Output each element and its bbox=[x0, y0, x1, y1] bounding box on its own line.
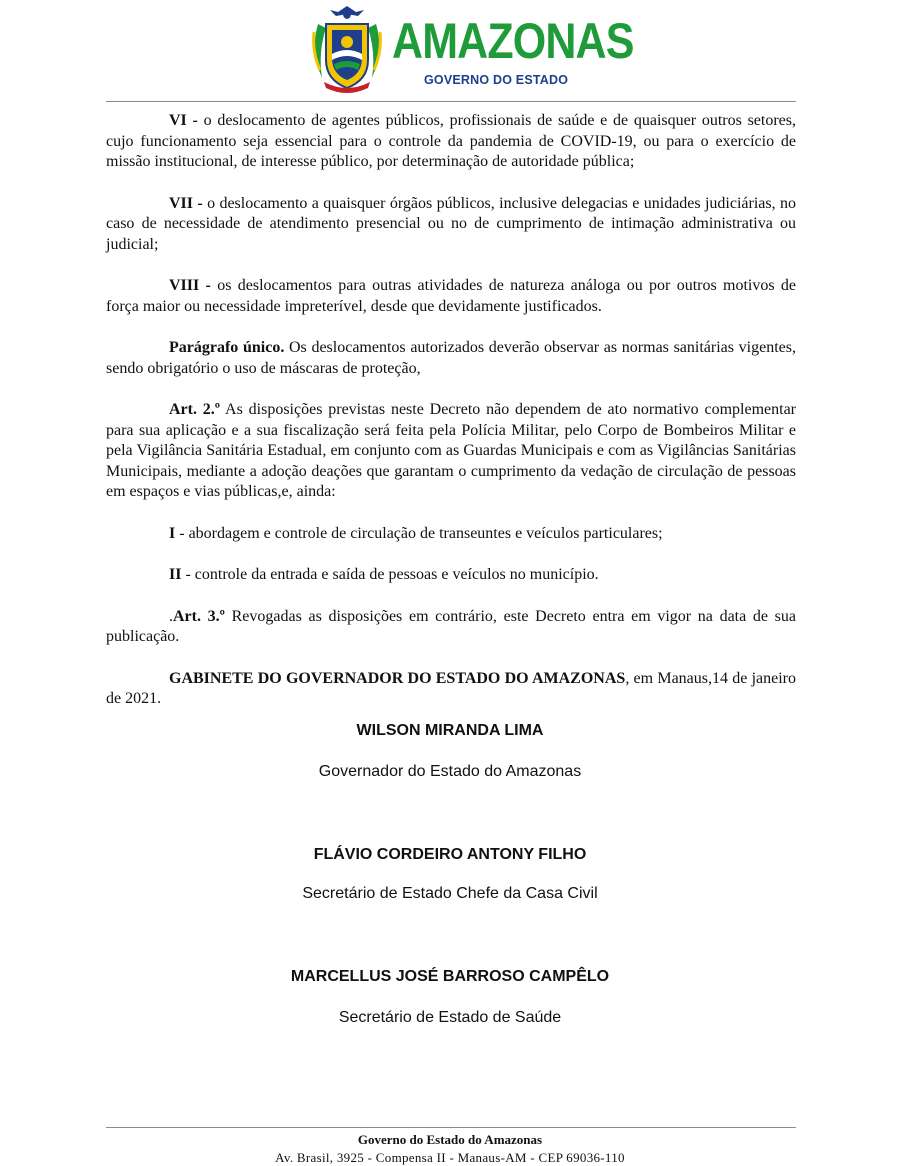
paragraph-vi bbox=[106, 111, 796, 173]
signature-name-casa-civil: FLÁVIO CORDEIRO ANTONY FILHO bbox=[313, 846, 587, 863]
paragraph-viii bbox=[106, 276, 796, 317]
amazonas-coat-of-arms-icon bbox=[308, 2, 386, 98]
paragraph-vii bbox=[106, 194, 796, 256]
signature-role-casa-civil: Secretário de Estado Chefe da Casa Civil bbox=[302, 885, 598, 902]
footer-divider bbox=[106, 1127, 796, 1128]
paragraph-text: , em Manaus,14 de janeiro de 2021. bbox=[106, 669, 796, 707]
paragraph-text: os deslocamentos para outras atividades de natureza análoga ou por outros motivos de força maior ou necessidade impreterível, desde que devidamente justificados. bbox=[106, 277, 796, 315]
paragraph-lead: VI - bbox=[169, 112, 198, 129]
paragraph-item-i bbox=[106, 524, 796, 545]
paragraph-unico bbox=[106, 338, 796, 379]
footer-address: Av. Brasil, 3925 - Compensa II - Manaus-AM - CEP 69036-110 bbox=[275, 1150, 625, 1165]
paragraph-text: Revogadas as disposições em contrário, este Decreto entra em vigor na data de sua publicação. bbox=[106, 607, 797, 645]
brand-subtitle: GOVERNO DO ESTADO bbox=[424, 73, 569, 87]
decree-body bbox=[106, 111, 796, 731]
paragraph-gabinete bbox=[106, 669, 796, 710]
paragraph-lead: II bbox=[169, 566, 182, 583]
paragraph-lead: VIII - bbox=[169, 277, 211, 294]
paragraph-lead: Art. 2.º bbox=[169, 401, 221, 418]
signature-name-governor: WILSON MIRANDA LIMA bbox=[356, 722, 544, 739]
paragraph-text: As disposições previstas neste Decreto não dependem de ato normativo complementar para sua aplicação e a sua fiscalização será feita pela Polícia Militar, pelo Corpo de Bombeiros Militar e pela Vigilância Sanitária Estadual, em conjunto com as Guardas Municipais e com as Vigilâncias Sanitárias Municipais, mediante a adoção deações que garantam o cumprimento da vedação de circulação de pessoas em espaços e vias públicas,e, ainda: bbox=[106, 401, 796, 500]
brand-wordmark: AMAZONAS bbox=[392, 13, 634, 69]
header-divider bbox=[106, 101, 796, 102]
footer-institution: Governo do Estado do Amazonas bbox=[357, 1132, 543, 1147]
document-header bbox=[0, 0, 900, 102]
signature-role-saude: Secretário de Estado de Saúde bbox=[338, 1009, 562, 1026]
paragraph-text: - abordagem e controle de circulação de transeuntes e veículos particulares; bbox=[175, 524, 663, 542]
paragraph-lead: Parágrafo único. bbox=[169, 339, 285, 356]
paragraph-lead: VII - bbox=[169, 194, 203, 212]
paragraph-art-2 bbox=[106, 400, 796, 503]
paragraph-lead: I bbox=[169, 524, 176, 542]
paragraph-item-ii bbox=[106, 565, 796, 586]
paragraph-text: Os deslocamentos autorizados deverão observar as normas sanitárias vigentes, sendo obrigatório o uso de máscaras de proteção, bbox=[106, 339, 796, 377]
paragraph-text: o deslocamento de agentes públicos, profissionais de saúde e de quaisquer outros setores, cujo funcionamento seja essencial para o controle da pandemia de COVID-19, ou para o exercício de missão institucional, de interesse público, por determinação de autoridade pública; bbox=[106, 112, 797, 170]
paragraph-prefix: . bbox=[169, 607, 173, 625]
signature-name-saude: MARCELLUS JOSÉ BARROSO CAMPÊLO bbox=[290, 968, 610, 985]
paragraph-lead: Art. 3.º bbox=[173, 607, 225, 625]
signature-role-governor: Governador do Estado do Amazonas bbox=[318, 763, 582, 780]
paragraph-lead: GABINETE DO GOVERNADOR DO ESTADO DO AMAZONAS bbox=[169, 669, 626, 687]
paragraph-art-3 bbox=[106, 607, 796, 648]
paragraph-text: o deslocamento a quaisquer órgãos públicos, inclusive delegacias e unidades judiciárias, no caso de necessidade de atendimento presencial ou no de cumprimento de intimação administrativa ou judicial; bbox=[106, 194, 796, 253]
paragraph-text: - controle da entrada e saída de pessoas e veículos no município. bbox=[181, 566, 599, 583]
